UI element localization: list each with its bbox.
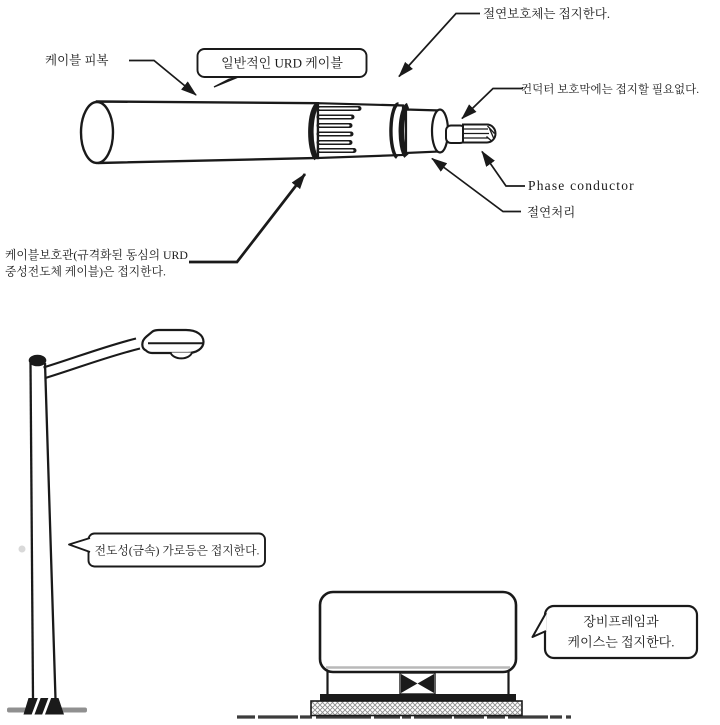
concrete-pad <box>311 701 522 716</box>
equipment-base-bar <box>320 694 516 702</box>
equipment-figure <box>237 592 697 717</box>
arrow-insulation-shield <box>399 14 480 77</box>
light-pole <box>31 363 56 699</box>
arrow-cable-protection <box>189 174 305 262</box>
label-equipment-frame: 장비프레임과 <box>583 614 659 629</box>
bowtie-symbol <box>400 673 435 694</box>
streetlight-figure <box>7 330 265 716</box>
label-typical-urd-cable: 일반적인 URD 케이블 <box>221 55 343 71</box>
phase-conductor-tip <box>463 125 496 143</box>
scan-artifact-dot <box>19 546 26 553</box>
label-insulation-shield-grounded: 절연보호체는 접지한다. <box>483 7 611 21</box>
pole-cap <box>29 355 47 367</box>
equipment-callout-bubble <box>533 606 698 658</box>
arrow-conductor-shield <box>462 89 523 119</box>
equipment-cabinet <box>320 592 516 672</box>
urd-cable-figure <box>5 6 699 279</box>
label-cable-protection-line2: 중성전도체 케이블)은 접지한다. <box>5 264 166 279</box>
insulation-section <box>406 110 448 154</box>
streetlight-callout-bubble <box>69 534 265 567</box>
arrow-phase-conductor <box>482 152 525 187</box>
label-insulation-treatment: 절연처리 <box>527 205 576 220</box>
mast-arm <box>44 339 141 379</box>
bubble-tail <box>69 538 90 552</box>
luminaire-head <box>142 330 203 358</box>
label-cable-jacket: 케이블 피복 <box>45 53 109 68</box>
luminaire-lens-bump <box>171 353 193 359</box>
label-equipment-case-grounded: 케이스는 접지한다. <box>567 634 675 650</box>
arrow-cable-jacket <box>129 61 196 96</box>
label-phase-conductor: Phase conductor <box>528 178 635 193</box>
label-streetlight-grounded: 전도성(금속) 가로등은 접지한다. <box>94 543 260 558</box>
label-cable-protection-line1: 케이블보호관(규격화된 동심의 URD <box>5 248 188 262</box>
badge-tail <box>214 77 238 87</box>
cable-end-cap <box>81 102 113 163</box>
arrow-insulation <box>432 159 521 212</box>
label-conductor-shield-no-ground: 컨덕터 보호막에는 접지할 필요없다. <box>521 84 700 96</box>
pole-base <box>24 696 65 716</box>
